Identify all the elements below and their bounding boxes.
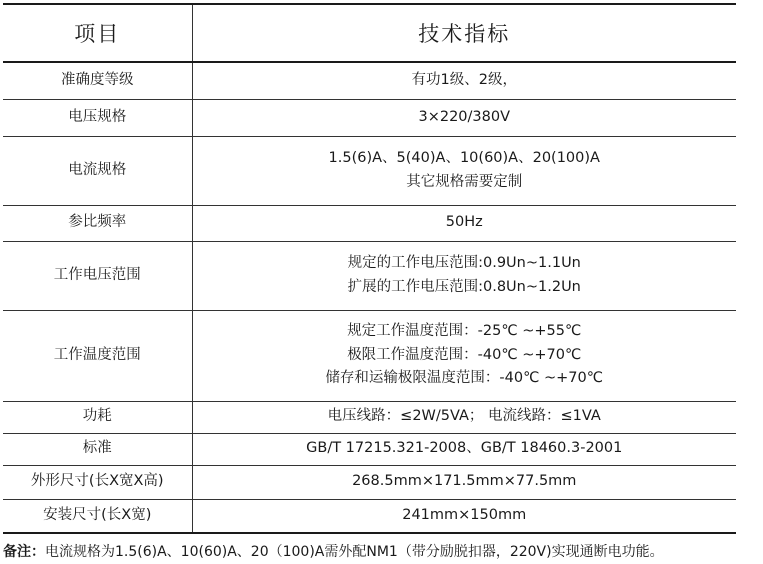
- value-line: 有功1级、2级，: [411, 72, 517, 88]
- remark-note: [3, 542, 763, 562]
- row-value-accuracy: [192, 62, 736, 99]
- row-value-working-temperature: [192, 310, 736, 401]
- table-row: [3, 205, 736, 241]
- table-row: [3, 310, 736, 401]
- table-row: [3, 99, 736, 136]
- value-line: 扩展的工作电压范围:0.8Un~1.2Un: [347, 278, 581, 295]
- row-name-working-voltage: 工作电压范围: [3, 241, 192, 310]
- row-value-dimensions: [192, 465, 736, 499]
- value-line: 极限工作温度范围：-40℃ ~+70℃: [347, 346, 582, 363]
- remark-text: 电流规格为1.5(6)A、10(60)A、20（100)A需外配NM1（带分励脱扣器，220V)实现通断电功能。: [45, 544, 664, 560]
- row-name-power-consumption: 功耗: [3, 401, 192, 433]
- value-line: 其它规格需要定制: [406, 173, 523, 190]
- table-row: [3, 401, 736, 433]
- row-value-mounting-size: [192, 499, 736, 533]
- value-line: 规定工作温度范围：-25℃ ~+55℃: [347, 323, 582, 340]
- row-name-working-temperature: 工作温度范围: [3, 310, 192, 401]
- table-row: [3, 499, 736, 533]
- row-value-working-voltage: [192, 241, 736, 310]
- remark-label: 备注：: [3, 544, 45, 560]
- value-line: 3×220/380V: [418, 108, 511, 125]
- row-name-accuracy: 准确度等级: [3, 62, 192, 99]
- row-value-standard: [192, 433, 736, 465]
- header-spec: 技术指标: [192, 4, 736, 62]
- value-line: 50Hz: [445, 214, 483, 231]
- value-line: GB/T 17215.321-2008、GB/T 18460.3-2001: [306, 440, 623, 457]
- value-line: 1.5(6)A、5(40)A、10(60)A、20(100)A: [328, 150, 600, 166]
- row-value-frequency: [192, 205, 736, 241]
- header-item: 项目: [3, 4, 192, 62]
- row-value-voltage: [192, 99, 736, 136]
- value-line: 储存和运输极限温度范围：-40℃ ~+70℃: [325, 370, 604, 387]
- table-row: [3, 465, 736, 499]
- value-line: 规定的工作电压范围:0.9Un~1.1Un: [347, 255, 581, 271]
- value-line: 268.5mm×171.5mm×77.5mm: [352, 473, 577, 490]
- value-line: 电压线路：≤2W/5VA； 电流线路：≤1VA: [327, 408, 601, 425]
- table-row: [3, 433, 736, 465]
- value-line: 241mm×150mm: [402, 507, 527, 523]
- table-header-row: [3, 4, 736, 62]
- row-name-mounting-size: 安装尺寸(长X宽): [3, 499, 192, 533]
- row-value-power-consumption: [192, 401, 736, 433]
- table-row: [3, 62, 736, 99]
- spec-table: [3, 3, 736, 534]
- row-name-dimensions: 外形尺寸(长X宽X高): [3, 465, 192, 499]
- row-name-current: 电流规格: [3, 136, 192, 205]
- table-row: [3, 241, 736, 310]
- row-name-frequency: 参比频率: [3, 205, 192, 241]
- row-name-voltage: 电压规格: [3, 99, 192, 136]
- row-value-current: [192, 136, 736, 205]
- table-row: [3, 136, 736, 205]
- row-name-standard: 标准: [3, 433, 192, 465]
